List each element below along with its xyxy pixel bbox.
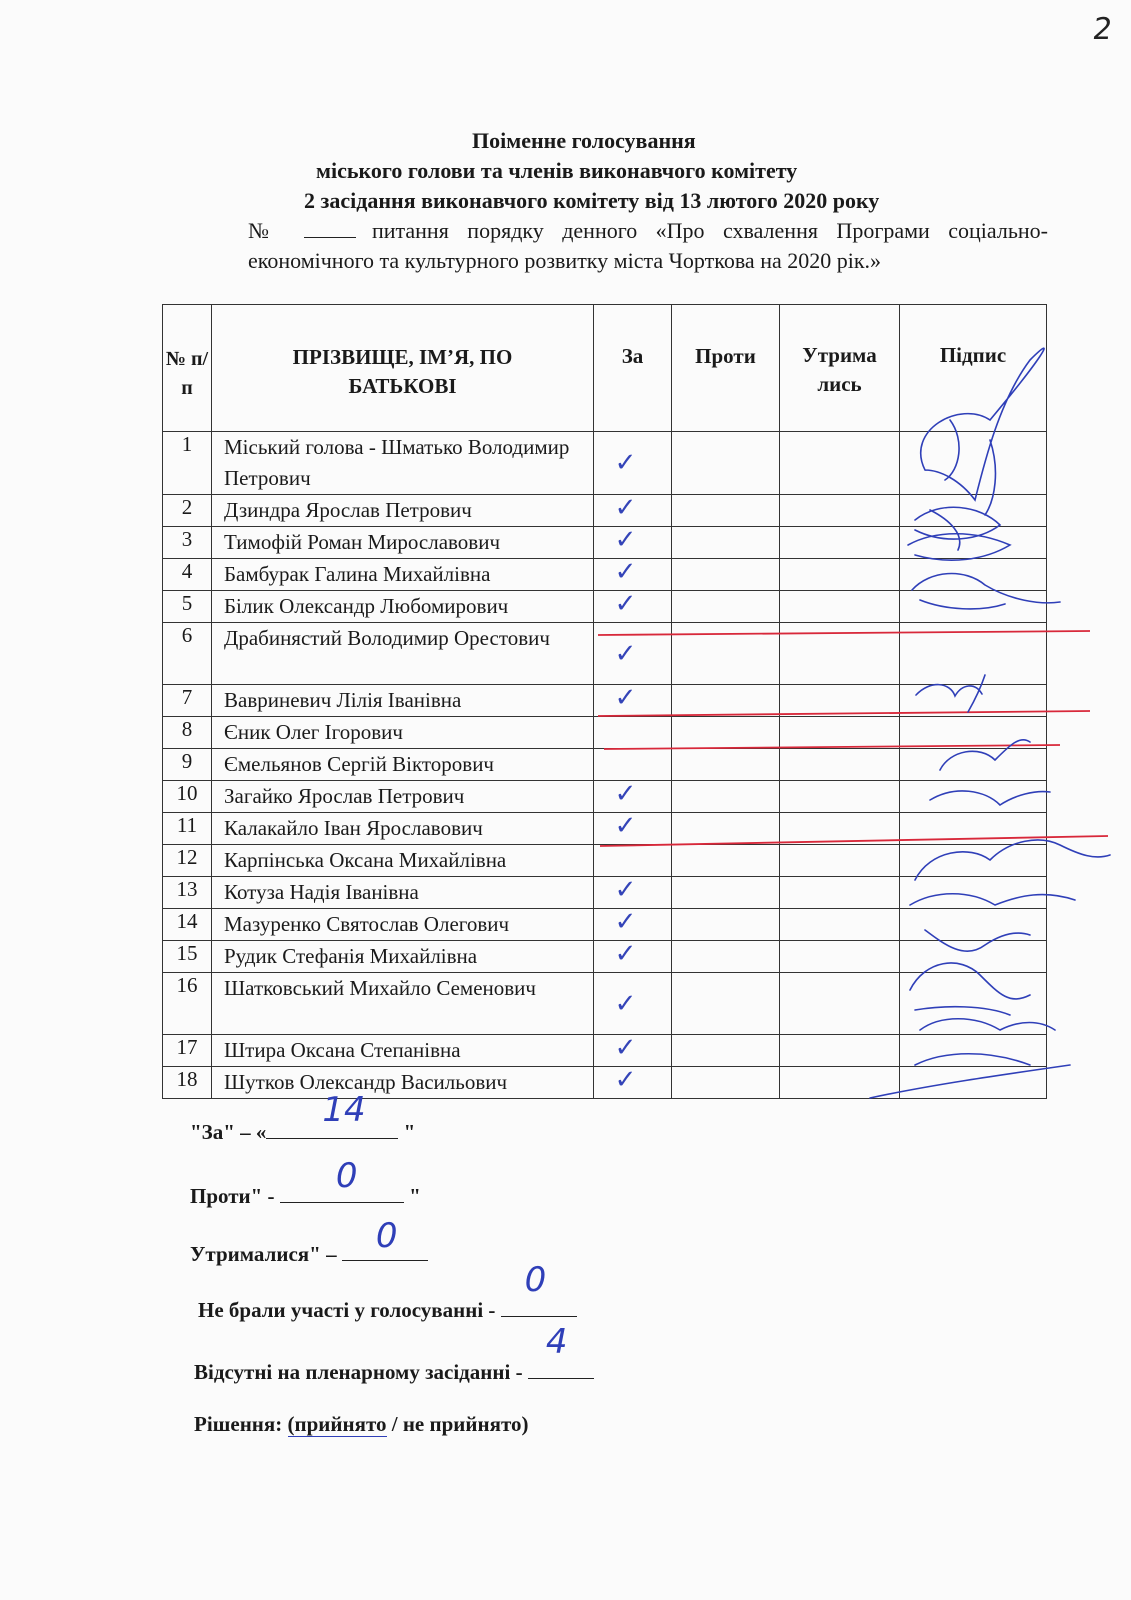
- vote-tick-icon: ✓: [614, 493, 637, 523]
- header-number: № п/п: [163, 305, 212, 432]
- vote-tick-icon: ✓: [614, 939, 637, 969]
- row-number: 9: [163, 749, 212, 781]
- number-sign: №: [248, 218, 282, 243]
- vote-tick-icon: ✓: [614, 907, 637, 937]
- row-name: Мазуренко Святослав Олегович: [212, 909, 594, 941]
- vote-tick-icon: ✓: [614, 1033, 637, 1063]
- vote-tick-icon: ✓: [614, 875, 637, 905]
- row-name: Вавриневич Лілія Іванівна: [212, 685, 594, 717]
- summary-not-voted-value: 0: [524, 1260, 547, 1300]
- strike-row-9: [604, 745, 1060, 749]
- signature-7: [916, 675, 985, 712]
- summary-abstained-label: Утрималися" –: [190, 1242, 342, 1266]
- row-name: Бамбурак Галина Михайлівна: [212, 559, 594, 591]
- row-name: Котуза Надія Іванівна: [212, 877, 594, 909]
- row-number: 10: [163, 781, 212, 813]
- vote-tick-icon: ✓: [614, 557, 637, 587]
- summary-for-label: "За" – «: [190, 1120, 267, 1144]
- row-number: 13: [163, 877, 212, 909]
- row-name: Штира Оксана Степанівна: [212, 1035, 594, 1067]
- vote-tick-icon: ✓: [614, 448, 637, 478]
- vote-tick-icon: ✓: [614, 589, 637, 619]
- summary-abstained-value: 0: [375, 1216, 398, 1256]
- row-name: Карпінська Оксана Михайлівна: [212, 845, 594, 877]
- signatures: [870, 348, 1110, 1098]
- strike-lines: [598, 631, 1108, 846]
- row-number: 5: [163, 591, 212, 623]
- row-number: 18: [163, 1067, 212, 1099]
- row-name: Шутков Олександр Васильович: [212, 1067, 594, 1099]
- question-text: питання порядку денного «Про схвалення Програми соціально-економічного та культурного розвитку міста Чорткова на 2020 рік.»: [248, 218, 1048, 273]
- row-number: 11: [163, 813, 212, 845]
- summary-for-close: ": [398, 1120, 416, 1144]
- row-number: 17: [163, 1035, 212, 1067]
- header-abstained: Утрима лись: [780, 305, 900, 432]
- row-number: 14: [163, 909, 212, 941]
- signature-16: [910, 963, 1030, 1015]
- decision-label: Рішення:: [194, 1412, 288, 1436]
- header-signature: Підпис: [900, 305, 1047, 432]
- decision-rest: / не прийнято): [386, 1412, 529, 1436]
- signature-17: [920, 1019, 1055, 1030]
- summary-absent-label: Відсутні на пленарному засіданні -: [194, 1360, 528, 1384]
- row-number: 12: [163, 845, 212, 877]
- vote-tick-icon: ✓: [614, 525, 637, 555]
- row-name: Калакайло Іван Ярославович: [212, 813, 594, 845]
- row-number: 4: [163, 559, 212, 591]
- row-name: Білик Олександр Любомирович: [212, 591, 594, 623]
- row-name: Тимофій Роман Мирославович: [212, 527, 594, 559]
- signature-18: [870, 1054, 1070, 1098]
- title-line-3: 2 засідання виконавчого комітету від 13 лютого 2020 року: [304, 188, 880, 213]
- page-number: 2: [1090, 12, 1115, 47]
- row-name: Єник Олег Ігорович: [212, 717, 594, 749]
- row-number: 6: [163, 623, 212, 685]
- signature-15: [925, 930, 1030, 951]
- summary-against-label: Проти" -: [190, 1184, 280, 1208]
- summary-against-close: ": [403, 1184, 421, 1208]
- header-for: За: [594, 305, 672, 432]
- strike-row-8: [598, 711, 1090, 716]
- strike-row-6: [598, 631, 1090, 635]
- title-line-2: міського голови та членів виконавчого комітету: [316, 158, 798, 183]
- signature-1: [921, 348, 1044, 515]
- signature-2: [915, 507, 1000, 550]
- signature-10: [930, 740, 1050, 805]
- row-name: Загайко Ярослав Петрович: [212, 781, 594, 813]
- vote-tick-icon: ✓: [614, 639, 637, 669]
- row-number: 7: [163, 685, 212, 717]
- header-against: Проти: [672, 305, 780, 432]
- signature-4: [912, 574, 1060, 609]
- row-name: Рудик Стефанія Михайлівна: [212, 941, 594, 973]
- vote-tick-icon: ✓: [614, 1065, 637, 1095]
- row-name: Міський голова - Шматько Володимир Петрович: [212, 432, 594, 495]
- row-number: 3: [163, 527, 212, 559]
- row-number: 1: [163, 432, 212, 495]
- summary-for-value: 14: [322, 1090, 366, 1130]
- vote-tick-icon: ✓: [614, 989, 637, 1019]
- row-number: 8: [163, 717, 212, 749]
- vote-tick-icon: ✓: [614, 811, 637, 841]
- decision-accepted: (прийнято: [287, 1412, 387, 1436]
- summary-not-voted-label: Не брали участі у голосуванні -: [198, 1298, 501, 1322]
- row-number: 15: [163, 941, 212, 973]
- summary-against-value: 0: [335, 1156, 358, 1196]
- signature-13: [910, 840, 1110, 905]
- row-number: 16: [163, 973, 212, 1035]
- header-name: ПРІЗВИЩЕ, ІМ’Я, ПО БАТЬКОВІ: [212, 305, 594, 432]
- title-line-1: Поіменне голосування: [472, 128, 696, 153]
- row-name: Ємельянов Сергій Вікторович: [212, 749, 594, 781]
- vote-tick-icon: ✓: [614, 779, 637, 809]
- row-name: Драбинястий Володимир Орестович: [212, 623, 594, 685]
- vote-tick-icon: ✓: [614, 683, 637, 713]
- row-name: Шатковський Михайло Семенович: [212, 973, 594, 1035]
- summary-absent-value: 4: [545, 1322, 568, 1362]
- row-number: 2: [163, 495, 212, 527]
- row-name: Дзиндра Ярослав Петрович: [212, 495, 594, 527]
